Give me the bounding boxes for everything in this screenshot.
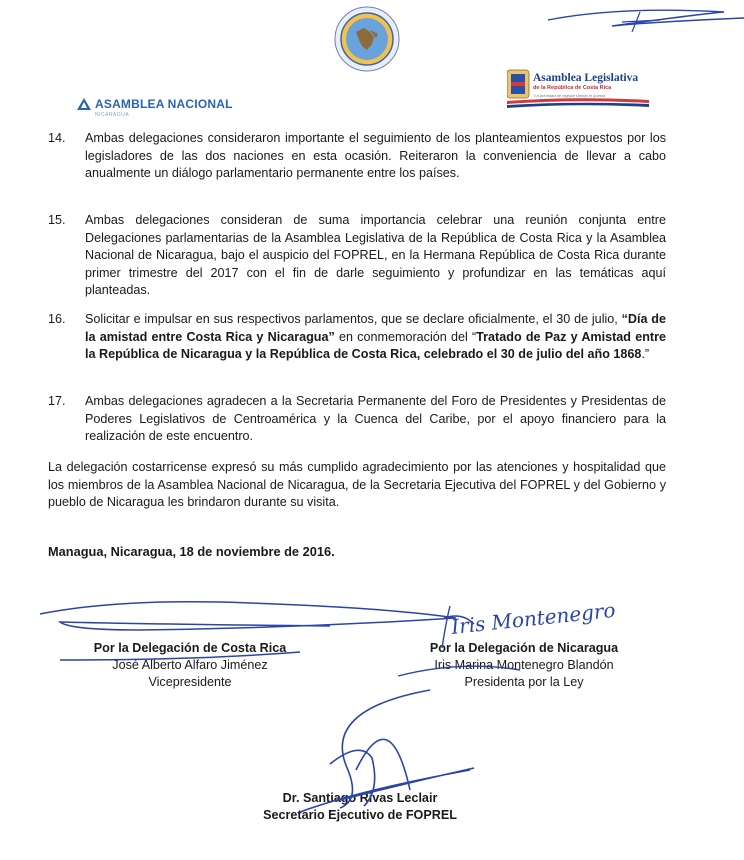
item-number: 14. [48, 131, 66, 145]
asamblea-nacional-name: ASAMBLEA NACIONAL [95, 97, 233, 111]
item-text-part: Solicitar e impulsar en sus respectivos parlamentos, que se declare oficialmente, el 30 de julio, [85, 312, 622, 326]
item-14 [48, 130, 666, 202]
item-text-part: en conmemoración del “ [334, 329, 477, 344]
signatory-name: Iris Marina Montenegro Blandón [434, 657, 614, 672]
item-text-bold: Tratado de Paz y Amistad entre la República de Nicaragua y la República de Costa Rica, celebrado el 30 de julio del año 1868 [85, 329, 666, 362]
asamblea-legislativa-name: Asamblea Legislativa [533, 72, 639, 84]
signature-block-costa-rica [60, 640, 320, 690]
signatory-name: Dr. Santiago Rivas Leclair [282, 791, 438, 805]
item-17 [48, 393, 666, 448]
item-text: Ambas delegaciones agradecen a la Secretaria Permanente del Foro de Presidentes y Presidentas de Poderes Legislativos de Centroamérica y la Cuenca del Caribe, por el apoyo financiero para la realización de este encuentro. [85, 394, 666, 444]
signatory-role: Presidenta por la Ley [464, 674, 584, 689]
item-text-part: .” [641, 347, 650, 362]
dateline: Managua, Nicaragua, 18 de noviembre de 2016. [48, 544, 335, 559]
header-pen-stroke [548, 10, 744, 26]
signatory-role: Secretario Ejecutivo de FOPREL [263, 807, 457, 822]
asamblea-nacional-subtitle: NICARAGUA [95, 112, 130, 118]
asamblea-legislativa-subtitle: de la República de Costa Rica [533, 85, 612, 91]
item-16 [48, 311, 666, 383]
item-number: 16. [48, 312, 66, 326]
asamblea-nacional-emblem-icon [77, 98, 91, 110]
item-15 [48, 212, 666, 302]
signatory-role: Vicepresidente [148, 674, 232, 689]
signature-heading: Por la Delegación de Costa Rica [93, 641, 287, 655]
asamblea-legislativa-motto: "La prioridad de legislar siendo el pueblo" [533, 93, 607, 98]
item-text-bold: “Día de la amistad entre Costa Rica y Nicaragua” [85, 312, 666, 344]
item-number: 17. [48, 394, 66, 408]
item-text [85, 311, 666, 364]
signatory-name: José Alberto Alfaro Jiménez [112, 657, 268, 672]
item-text: Ambas delegaciones consideraron importante el seguimiento de los planteamientos expuestos por los legisladores de las dos naciones en esta ocasión. Reiteraron la conveniencia de llevar a cabo anualmente un diálogo parlamentario permanente entre los países. [85, 131, 666, 181]
closing-paragraph: La delegación costarricense expresó su más cumplido agradecimiento por las atenciones y hospitalidad que los miembros de la Asamblea Nacional de Nicaragua, de la Secretaria Ejecutiva del FOPREL y del Gobierno y pueblo de Nicaragua les brindaron durante su visita. [48, 460, 666, 510]
item-number: 15. [48, 213, 66, 227]
signature-heading: Por la Delegación de Nicaragua [429, 641, 619, 655]
signature-block-nicaragua [404, 640, 644, 690]
foprel-seal-icon [334, 6, 400, 72]
signature-nicaragua-script: Iris Montenegro [450, 597, 617, 639]
signature-block-foprel [230, 790, 490, 824]
item-text: Ambas delegaciones consideran de suma importancia celebrar una reunión conjunta entre Delegaciones parlamentarias de la Asamblea Legislativa de la República de Costa Rica y la Asamblea Nacional de Nicaragua, bajo el auspicio del FOPREL, en la Hermana República de Costa Rica durante primer trimestre del 2017 con el fin de darle seguimiento y profundizar en las temáticas aquí planteadas. [85, 213, 666, 298]
asamblea-nacional-logo [77, 97, 233, 111]
